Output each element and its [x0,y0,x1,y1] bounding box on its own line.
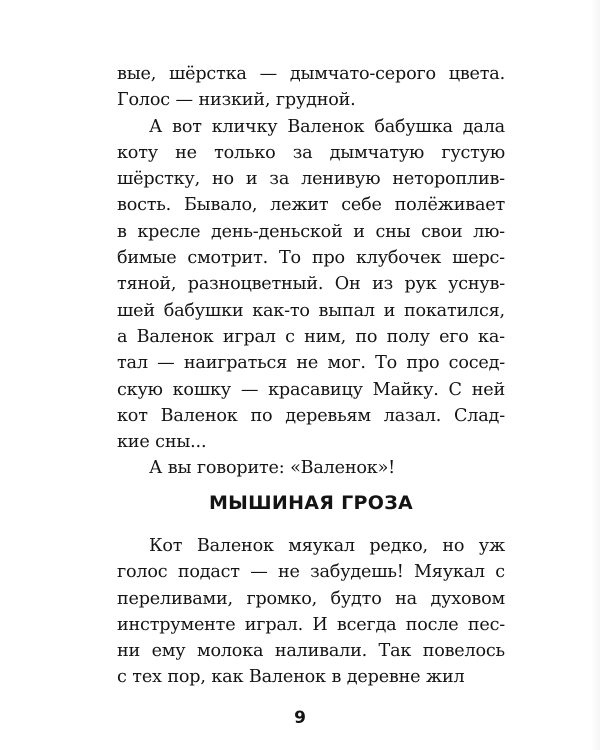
word: редко, [369,536,428,556]
word: будто [330,588,382,609]
word: кие [117,432,150,453]
word: Валенок [248,667,326,688]
word: с [285,326,295,347]
word: и [245,169,258,190]
text-line [117,638,505,664]
text-line [117,271,505,297]
word: вость. [117,195,172,216]
word: лю- [473,221,505,242]
word: Валенок [160,405,238,426]
word: выпал [318,300,375,321]
word: говорите: [196,458,285,479]
word: забудешь! [310,562,404,583]
word: за [269,169,290,190]
word: подаст [177,562,240,583]
word: жил [425,667,465,688]
word: шерс- [452,248,505,269]
word: по [250,405,273,426]
word: громко, [246,588,317,609]
text-line [117,192,505,218]
word: по [355,326,378,347]
text-line [117,324,505,350]
word: ней [471,379,505,400]
word: — [259,64,277,84]
word: сны [375,221,411,242]
word: в [331,667,342,688]
text-line [117,559,505,585]
text-line [117,612,505,638]
word: То [375,353,398,374]
word: только [214,142,276,163]
word: Слад- [454,405,505,426]
word: смотрит. [187,248,269,269]
word: Он [334,274,361,295]
word: — [157,353,175,374]
word: густую [441,142,505,163]
word: лежит [270,195,329,216]
word: не [296,353,319,374]
word: свои [421,221,463,242]
word: А [149,116,163,137]
word: ему [151,641,186,662]
word: уж [478,536,505,556]
word: — [240,379,259,400]
word: наливали. [274,641,368,662]
page-edge-shadow [590,0,600,750]
word: ним, [304,326,347,347]
word: всегда [336,614,397,635]
word: про [406,353,440,374]
word: покатился, [403,300,505,321]
word: за [292,142,313,163]
word: мог. [327,353,366,374]
word: полу [386,326,430,347]
word: инструменте [117,614,236,635]
word: с [117,667,127,688]
word: повелось [422,641,505,662]
word: Валенок [287,116,365,137]
word: рук [404,274,437,295]
text-line [117,586,505,612]
word: кошку [172,379,231,400]
word: пес- [467,614,505,635]
word: в [117,221,127,242]
word: вы [167,458,192,479]
text-line [117,533,505,559]
word: кот [117,405,148,426]
word: тех [132,667,162,688]
word: кличку [211,116,278,137]
word: То [279,248,301,269]
word: сосед- [448,353,505,374]
word: ни [117,641,141,662]
word: и [383,300,396,321]
text-line [117,298,505,324]
chapter-title: МЫШИНАЯ ГРОЗА [208,492,414,514]
word: дала [462,116,505,137]
word: Голос [117,90,170,111]
word: грудной. [275,90,356,111]
word: себе [341,195,382,216]
word: с [495,562,505,583]
word: Мяукал [413,562,485,583]
text-line [117,87,505,113]
word: вые, [117,64,157,84]
word: Валенок [196,536,274,556]
text-line [117,350,505,376]
word: — [175,90,193,111]
word: Кот [149,536,183,556]
word: как [211,667,244,688]
word: молока [196,641,264,662]
word: пор, [167,667,206,688]
word: переливами, [117,588,233,609]
word: сны... [155,432,207,453]
word: про [311,248,345,269]
word: дымчато-серого [289,64,436,84]
word: тяной, [117,274,177,295]
word: голос [117,562,168,583]
word: Бывало, [183,195,258,216]
word: на [395,588,417,609]
word: наиграться [183,353,288,374]
word: А [149,458,163,479]
word: не [278,562,300,583]
word: цвета. [448,64,505,84]
word: и [353,221,365,242]
word: мяукал [288,536,355,556]
word: шей [117,300,155,321]
word: С [448,379,462,400]
word: низкий, [198,90,271,111]
text-line [117,455,505,481]
text-line [117,114,505,140]
text-line [117,140,505,166]
word: И [312,614,328,635]
word: из [372,274,394,295]
word: но [442,536,465,556]
word: играл. [244,614,304,635]
word: нетороплив- [392,169,505,190]
text-line [117,403,505,429]
word: Так [378,641,412,662]
text-block-top [117,61,505,482]
text-line [117,166,505,192]
word: день-деньской [210,221,343,242]
word: бабушка [374,116,453,137]
word: после [405,614,459,635]
word: Майку. [372,379,439,400]
word: шёрстку, [117,169,200,190]
word: красавицу [268,379,363,400]
word: лазал. [383,405,442,426]
word: полёживает [394,195,505,216]
text-block-bottom [117,533,505,691]
word: его [439,326,469,347]
word: «Валенок»! [290,458,396,479]
word: но [211,169,234,190]
word: — [250,562,268,583]
word: тал [117,353,148,374]
word: а [117,326,128,347]
word: шёрстка [168,64,247,84]
word: разноцветный. [187,274,324,295]
word: вот [172,116,202,137]
word: бабушки [163,300,244,321]
word: деревьям [285,405,371,426]
word: как-то [252,300,310,321]
word: ка- [478,326,505,347]
word: дымчатую [329,142,425,163]
text-line [117,245,505,271]
word: уснув- [448,274,505,295]
word: не [175,142,197,163]
word: Валенок [136,326,214,347]
text-line [117,61,505,87]
word: скую [117,379,163,400]
text-line [117,429,505,455]
word: клубочек [355,248,442,269]
text-line [117,664,505,690]
word: бимые [117,248,177,269]
text-line [117,377,505,403]
word: ленивую [301,169,381,190]
word: коту [117,142,158,163]
text-line [117,219,505,245]
page-number: 9 [294,708,306,728]
word: деревне [346,667,421,688]
word: играл [222,326,276,347]
word: духовом [430,588,505,609]
word: кресле [137,221,201,242]
